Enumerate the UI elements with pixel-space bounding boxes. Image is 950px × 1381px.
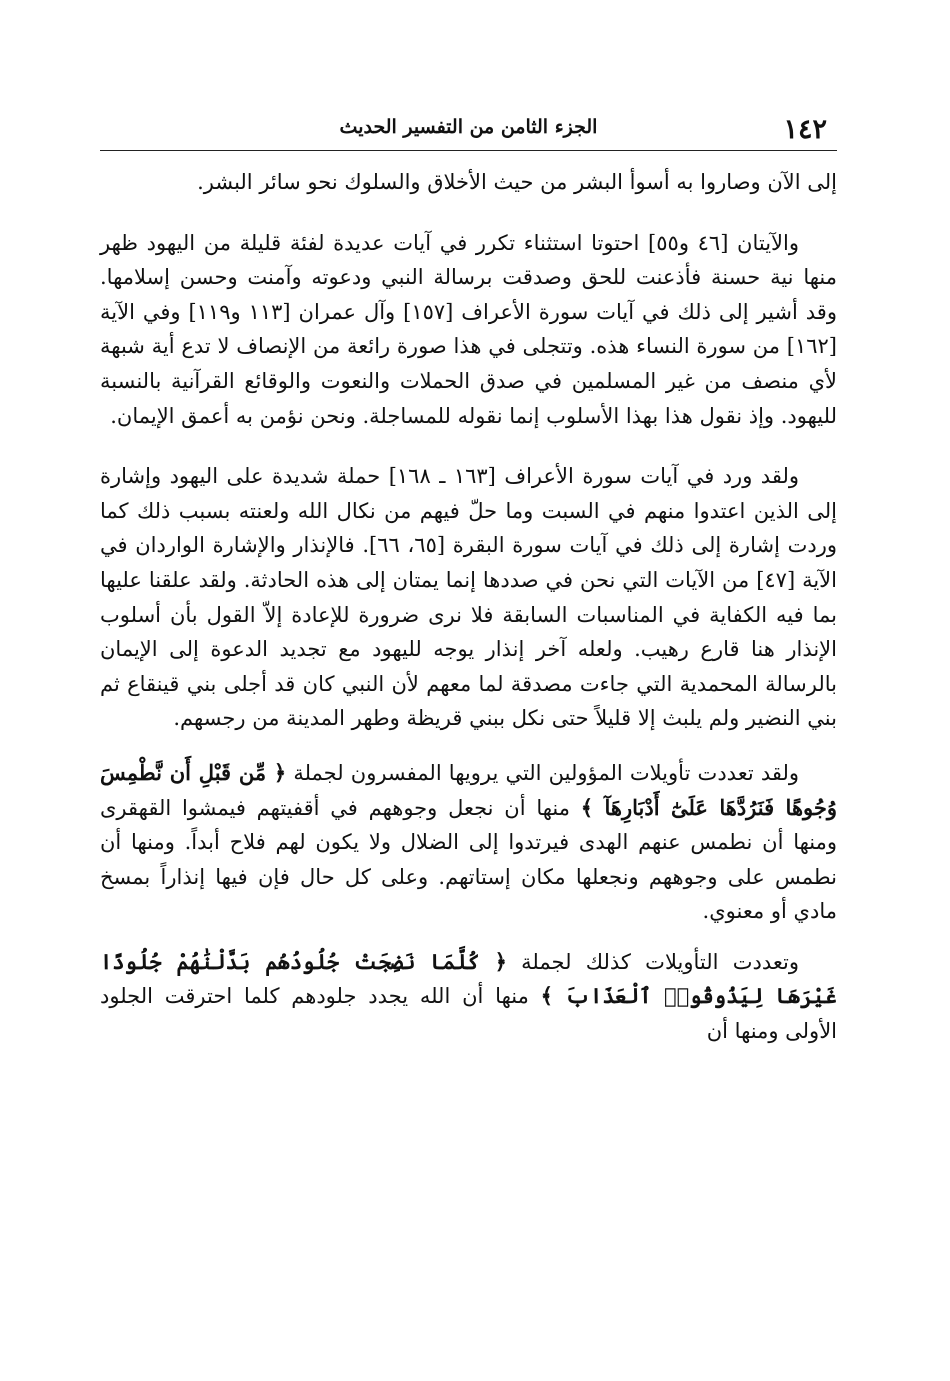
paragraph — [100, 756, 837, 929]
body-text — [100, 165, 837, 1049]
paragraph-text: ولقد تعددت تأويلات المؤولين التي يرويها المفسرون لجملة — [286, 760, 800, 785]
paragraph-text: منها أن نجعل وجوههم في أقفيتهم فيمشوا القهقرى ومنها أن نطمس عنهم الهدى فيرتدوا إلى الضلال ولا يكون لهم فلاح أبداً. ومنها أن نطمس على وجوههم ونجعلها مكان إستاتهم. وعلى كل حال فإن فيها إنذاراً بمسخ مادي أو معنوي. — [100, 795, 837, 924]
paragraph-text: منها أن الله يجدد جلودهم كلما احترقت الجلود الأولى ومنها أن — [100, 984, 837, 1044]
page-number: ١٤٢ — [783, 114, 827, 145]
quran-quote: ﴿ كُلَّمَا نَضِجَتْ جُلُودُهُم بَدَّلْنَٰهُمْ جُلُودًا غَيْرَهَا لِيَذُوقُوا۟ ٱلْعَذَابَ ﴾ — [100, 948, 837, 1009]
quran-quote: ﴿ مِّن قَبْلِ أَن نَّطْمِسَ وُجُوهًا فَنَرُدَّهَا عَلَىٰٓ أَدْبَارِهَآ ﴾ — [100, 759, 837, 820]
book-page — [100, 112, 837, 1352]
running-title: الجزء الثامن من التفسير الحديث — [339, 116, 598, 138]
paragraph: ولقد ورد في آيات سورة الأعراف [١٦٣ ـ ١٦٨] حملة شديدة على اليهود وإشارة إلى الذين اعتدوا منهم في السبت وما حلّ فيهم من نكال الله ولعنته بسبب ذلك كما وردت إشارة إلى ذلك في آيات سورة البقرة [٦٥، ٦٦]. فالإنذار والإشارة الواردان في الآية [٤٧] من الآيات التي نحن في صددها إنما يمتان إلى هذه الحادثة. ولقد علقنا عليها بما فيه الكفاية في المناسبات السابقة فلا نرى ضرورة للإعادة إلاّ القول بأن أسلوب الإنذار هنا قارع رهيب. ولعله آخر إنذار يوجه لليهود مع تجديد الدعوة إلى الإيمان بالرسالة المحمدية التي جاءت مصدقة لما معهم لأن النبي كان قد أجلى بني قينقاع ثم بني النضير ولم يلبث إلا قليلاً حتى نكل ببني قريظة وطهر المدينة من رجسهم. — [100, 464, 838, 731]
paragraph — [100, 945, 837, 1049]
paragraph-text: وتعددت التأويلات كذلك لجملة — [506, 949, 799, 974]
paragraph: والآيتان [٤٦ و٥٥] احتوتا استثناء تكرر في آيات عديدة لفئة قليلة من اليهود ظهر منها نية حسنة فأذعنت للحق وصدقت برسالة النبي ودعوته وآمنت وحسن إسلامها. وقد أشير إلى ذلك في آيات سورة الأعراف [١٥٧] وآل عمران [١١٣ و١١٩] وفي الآية [١٦٢] من سورة النساء هذه. وتتجلى في هذا صورة رائعة من الإنصاف لا تدع أية شبهة لأي منصف من غير المسلمين في صدق الحملات والنعوت والوقائع القرآنية بالنسبة لليهود. وإذ نقول هذا بهذا الأسلوب إنما نقوله للمساجلة. ونحن نؤمن به أعمق الإيمان. — [100, 230, 837, 428]
page-header — [100, 112, 837, 151]
paragraph: إلى الآن وصاروا به أسوأ البشر من حيث الأخلاق والسلوك نحو سائر البشر. — [197, 170, 837, 194]
